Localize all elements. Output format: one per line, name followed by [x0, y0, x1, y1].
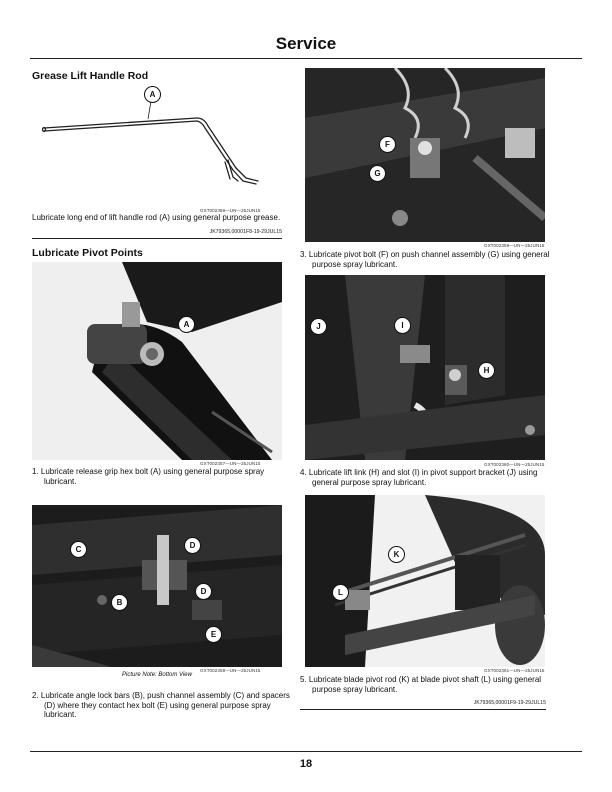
- section-heading-grease-lift-handle-rod: Grease Lift Handle Rod: [32, 70, 149, 82]
- step-number: 4.: [300, 468, 307, 477]
- picture-note: Picture Note: Bottom View: [122, 672, 192, 678]
- figure-id: GXT002361—UN—25JUN15: [484, 668, 545, 673]
- photo-pivot-bolt: [305, 68, 545, 242]
- figure-id: GXT002360—UN—25JUN15: [484, 462, 545, 467]
- callout-a: A: [144, 86, 161, 103]
- step-number: 1.: [32, 467, 39, 476]
- photo-blade-pivot-rod: [305, 495, 545, 667]
- callout-e: E: [205, 626, 222, 643]
- figure-id: GXT002358—UN—25JUN15: [200, 668, 261, 673]
- step-text: Lubricate lift link (H) and slot (I) in pivot support bracket (J) using general purpose spray lubricant.: [308, 468, 538, 487]
- header-rule: [30, 58, 582, 59]
- callout-a: A: [178, 316, 195, 333]
- figure-id: GXT002359—UN—25JUN15: [484, 243, 545, 248]
- step-4: [300, 468, 562, 487]
- section-ref: JK79365,00001F9-19-29JUL15: [473, 700, 546, 706]
- step-number: 3.: [300, 250, 307, 259]
- step-text: Lubricate angle lock bars (B), push channel assembly (C) and spacers (D) where they contact hex bolt (E) using general purpose spray lubricant.: [40, 691, 290, 719]
- callout-g: G: [369, 165, 386, 182]
- photo-lift-link: [305, 275, 545, 460]
- callout-k: K: [388, 546, 405, 563]
- figure-id: GXT002359—UN—25JUN15: [200, 208, 261, 213]
- callout-c: C: [70, 541, 87, 558]
- lift-handle-rod-illustration: [32, 82, 282, 204]
- step-5: [300, 675, 562, 694]
- step-2: [32, 691, 294, 720]
- section-heading-lubricate-pivot-points: Lubricate Pivot Points: [32, 247, 143, 259]
- footer-rule: [30, 751, 582, 752]
- page-number: 18: [299, 758, 313, 770]
- page-title: Service: [275, 34, 337, 53]
- step-number: 5.: [300, 675, 307, 684]
- section1-text: Lubricate long end of lift handle rod (A) using general purpose grease.: [32, 213, 281, 222]
- callout-l: L: [332, 584, 349, 601]
- section-rule: [32, 238, 282, 239]
- step-text: Lubricate pivot bolt (F) on push channel assembly (G) using general purpose spray lubricant.: [308, 250, 550, 269]
- callout-d: D: [184, 537, 201, 554]
- step-3: [300, 250, 562, 269]
- step-text: Lubricate release grip hex bolt (A) using general purpose spray lubricant.: [40, 467, 265, 486]
- callout-i: I: [394, 317, 411, 334]
- callout-j: J: [310, 318, 327, 335]
- callout-b: B: [111, 594, 128, 611]
- photo-release-grip-bolt: [32, 262, 282, 460]
- step-text: Lubricate blade pivot rod (K) at blade pivot shaft (L) using general purpose spray lubricant.: [308, 675, 542, 694]
- step-1: [32, 467, 294, 486]
- callout-f: F: [379, 136, 396, 153]
- figure-id: GXT002357—UN—25JUN15: [200, 461, 261, 466]
- photo-angle-lock-bars: [32, 505, 282, 667]
- section-rule: [300, 709, 546, 710]
- section1-ref: JK79365,00001F8-19-29JUL15: [209, 229, 282, 235]
- step-number: 2.: [32, 691, 39, 700]
- callout-d: D: [195, 583, 212, 600]
- callout-h: H: [478, 362, 495, 379]
